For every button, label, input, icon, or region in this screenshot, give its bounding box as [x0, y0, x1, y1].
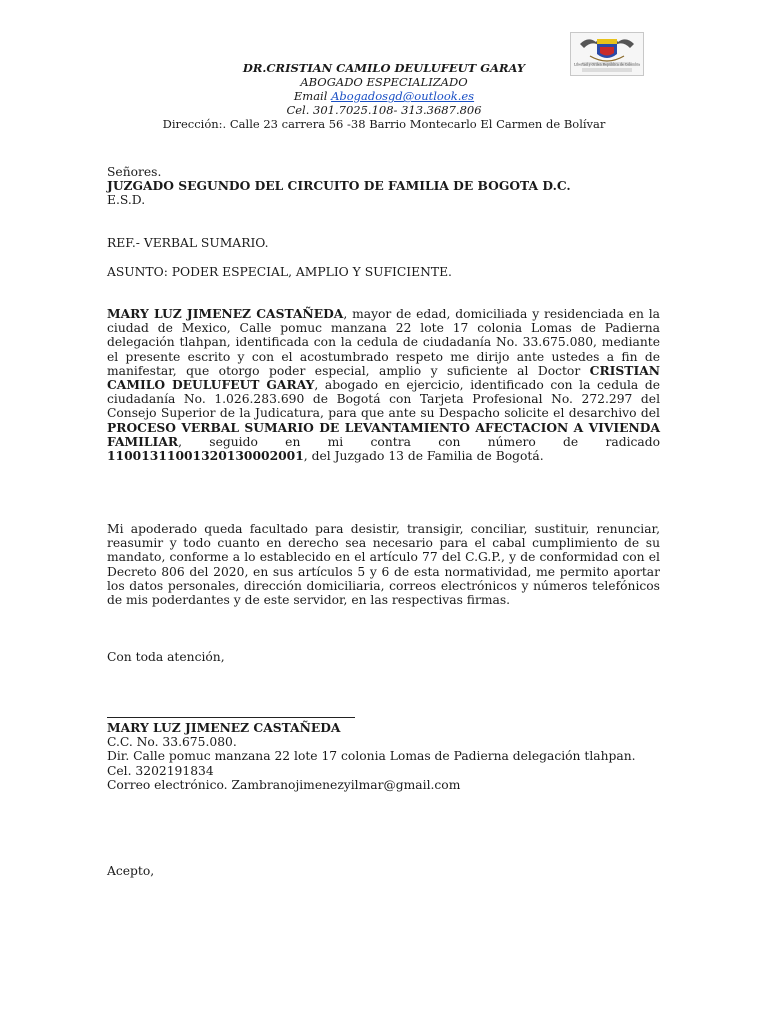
signature-line — [107, 717, 355, 718]
logo-caption: Libertad y Orden República de Colombia — [573, 62, 641, 67]
signature-name-text: MARY LUZ JIMENEZ CASTAÑEDA — [107, 720, 341, 735]
body-paragraph-1-text — [107, 307, 660, 463]
esd: E.S.D. — [107, 193, 146, 208]
signature-address: Dir. Calle pomuc manzana 22 lote 17 colonia Lomas de Padierna delegación tlahpan. — [107, 749, 636, 764]
signature-cc: C.C. No. 33.675.080. — [107, 735, 237, 750]
email-label: Email — [293, 89, 332, 103]
court-name-text: JUZGADO SEGUNDO DEL CIRCUITO DE FAMILIA DE BOGOTA D.C. — [107, 178, 571, 194]
email-line — [0, 89, 768, 103]
colombia-coat-of-arms-logo — [570, 32, 644, 76]
phone-line: Cel. 301.7025.108- 313.3687.806 — [286, 103, 482, 117]
signature-block — [107, 721, 660, 792]
body1-text-c: , seguido en mi contra con número de radicado — [178, 434, 660, 449]
reference: REF.- VERBAL SUMARIO. — [107, 236, 269, 250]
signature-email: Correo electrónico. Zambranojimenezyilmar@gmail.com — [107, 777, 461, 792]
subject: ASUNTO: PODER ESPECIAL, AMPLIO Y SUFICIENTE. — [107, 265, 452, 279]
signature-phone: Cel. 3202191834 — [107, 763, 214, 778]
closing: Con toda atención, — [107, 650, 225, 664]
body-paragraph-1 — [107, 307, 660, 463]
lawyer-title: ABOGADO ESPECIALIZADO — [300, 75, 468, 89]
lawyer-name-heading: DR.CRISTIAN CAMILO DEULUFEUT GARAY — [242, 61, 526, 75]
process-name: PROCESO VERBAL SUMARIO DE LEVANTAMIENTO AFECTACION A VIVIENDA FAMILIAR — [107, 419, 660, 449]
address-line: Dirección:. Calle 23 carrera 56 -38 Barrio Montecarlo El Carmen de Bolívar — [162, 117, 606, 131]
court-name — [107, 179, 660, 193]
greeting: Señores. — [107, 165, 162, 179]
email-link[interactable]: Abogadosgd@outlook.es — [331, 89, 475, 103]
body1-text-a: , mayor de edad, domiciliada y residenciada en la ciudad de Mexico, Calle pomuc manzana 22 lote 17 colonia Lomas de Padierna delegación tlahpan, identificada con la cedula de ciudadanía No. 33.675.080, mediante el presente escrito y con el acostumbrado respeto me dirijo ante ustedes a fin de manifestar, que otorgo poder especial, amplio y suficiente al Doctor — [107, 307, 660, 378]
client-name: MARY LUZ JIMENEZ CASTAÑEDA — [107, 306, 344, 321]
body1-text-d: , del Juzgado 13 de Familia de Bogotá. — [303, 449, 544, 464]
signature-name — [107, 721, 660, 735]
recipient-block — [107, 165, 660, 208]
body-paragraph-2: Mi apoderado queda facultado para desistir, transigir, conciliar, sustituir, renunciar, reasumir y todo cuanto en derecho sea necesario para el cabal cumplimiento de su mandato, conforme a lo establecido en el artículo 77 del C.G.P., y de conformidad con el Decreto 806 del 2020, en sus artículos 5 y 6 de esta normatividad, me permito aportar los datos personales, dirección domiciliaria, correos electrónicos y números telefónicos de mis poderdantes y de este servidor, en las respectivas firmas. — [107, 522, 660, 608]
body1-text-b: , abogado en ejercicio, identificado con la cedula de ciudadanía No. 1.026.283.690 de Bogotá con Tarjeta Profesional No. 272.297 del Consejo Superior de la Judicatura, para que ante su Despacho solicite el desarchivo del — [107, 378, 661, 421]
radicado-number: 11001311001320130002001 — [107, 448, 304, 464]
lawyer-name: CRISTIAN CAMILO DEULUFEUT GARAY — [107, 362, 660, 393]
letterhead — [0, 61, 768, 131]
acceptance: Acepto, — [107, 864, 155, 878]
